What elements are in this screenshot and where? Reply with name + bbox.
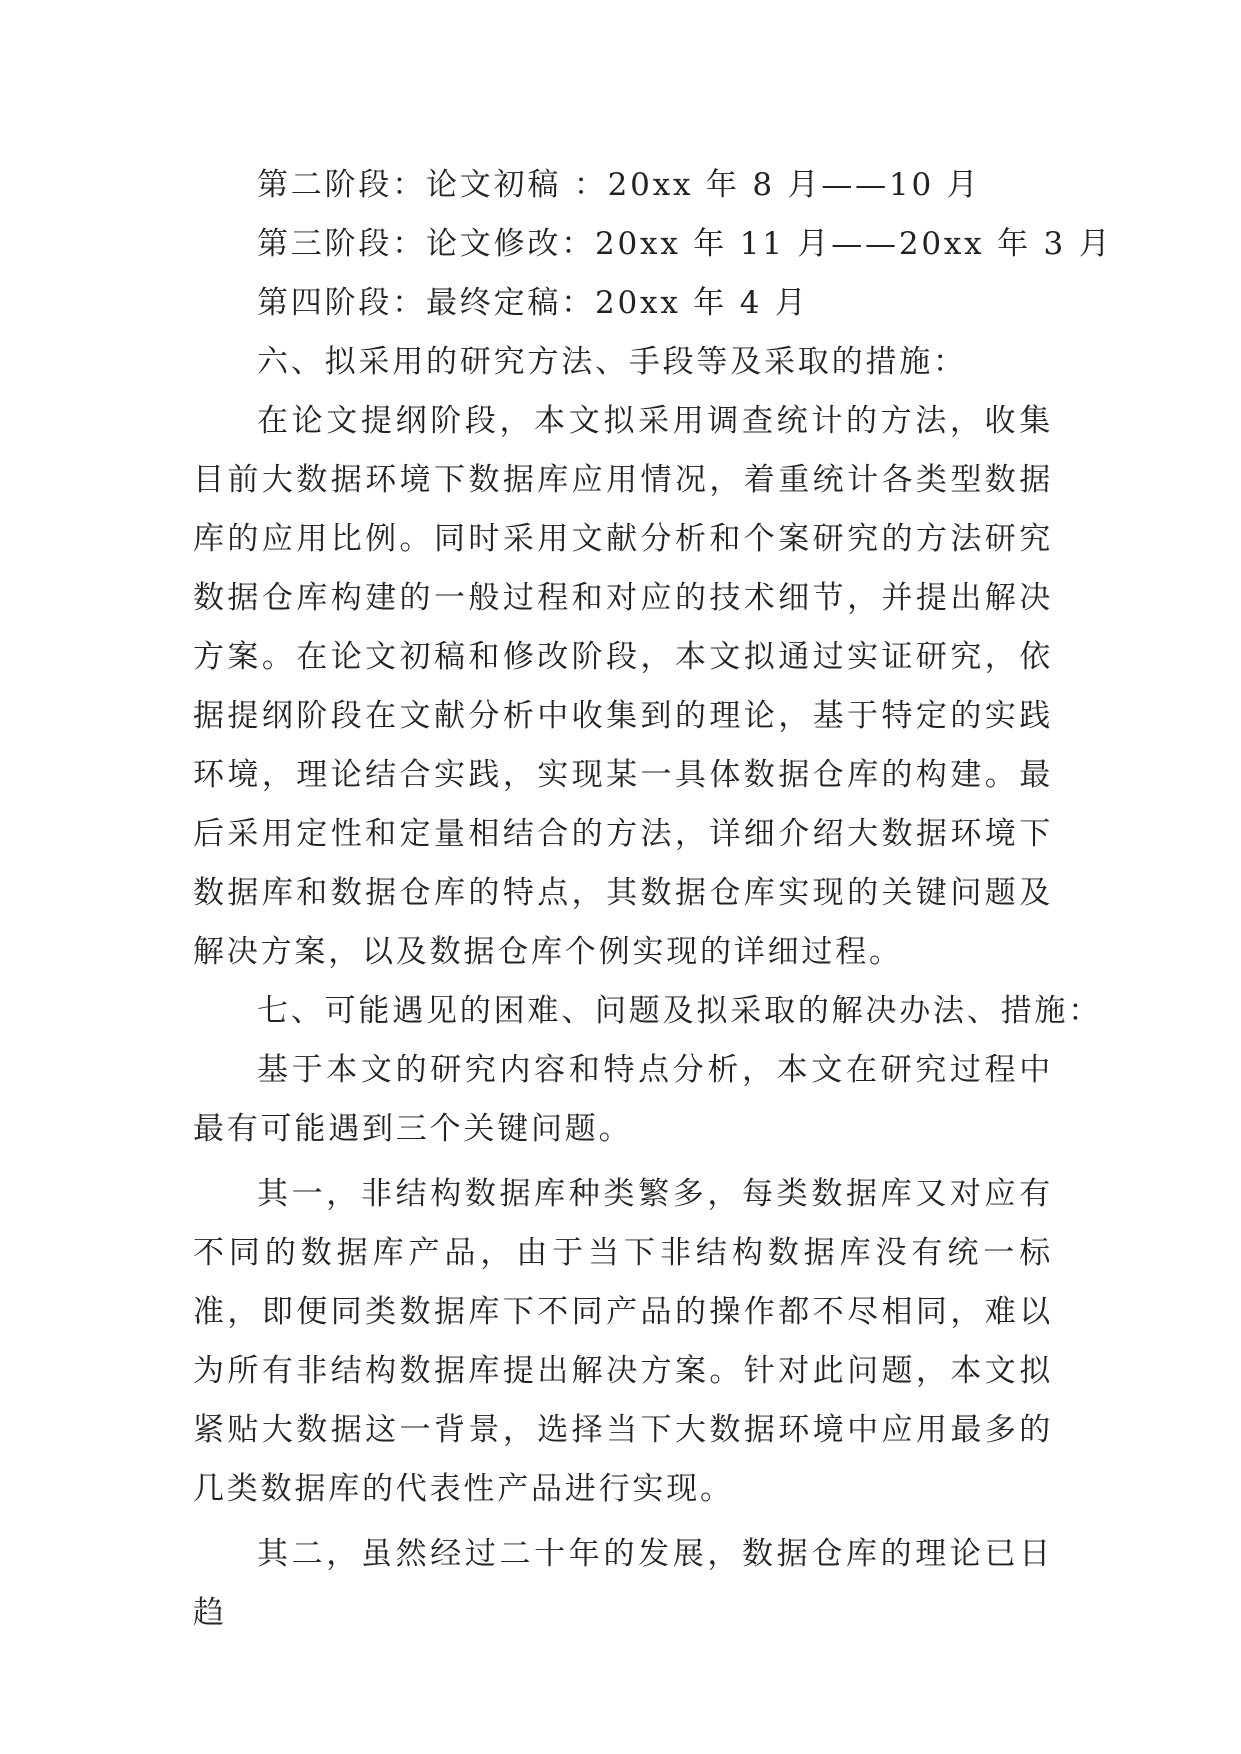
point-2: 其二，虽然经过二十年的发展，数据仓库的理论已日趋	[193, 1536, 1053, 1631]
section-7-heading: 七、可能遇见的困难、问题及拟采取的解决办法、措施：	[257, 993, 1102, 1029]
schedule-stage-4: 第四阶段：最终定稿：20xx 年 4 月	[257, 285, 809, 321]
section-6-body: 在论文提纲阶段，本文拟采用调查统计的方法，收集目前大数据环境下数据库应用情况，着重统计各类型数据库的应用比例。同时采用文献分析和个案研究的方法研究数据仓库构建的一般过程和对应的技术细节，并提出解决方案。在论文初稿和修改阶段，本文拟通过实证研究，依据提纲阶段在文献分析中收集到的理论，基于特定的实践环境，理论结合实践，实现某一具体数据仓库的构建。最后采用定性和定量相结合的方法，详细介绍大数据环境下数据库和数据仓库的特点，其数据仓库实现的关键问题及解决方案，以及数据仓库个例实现的详细过程。	[193, 403, 1053, 970]
section-7-intro: 基于本文的研究内容和特点分析，本文在研究过程中最有可能遇到三个关键问题。	[193, 1052, 1053, 1147]
point-1: 其一，非结构数据库种类繁多，每类数据库又对应有不同的数据库产品，由于当下非结构数据库没有统一标准，即便同类数据库下不同产品的操作都不尽相同，难以为所有非结构数据库提出解决方案。针对此问题，本文拟紧贴大数据这一背景，选择当下大数据环境中应用最多的几类数据库的代表性产品进行实现。	[193, 1176, 1053, 1507]
schedule-stage-3: 第三阶段：论文修改：20xx 年 11 月——20xx 年 3 月	[257, 226, 1113, 262]
section-6-heading: 六、拟采用的研究方法、手段等及采取的措施：	[257, 344, 967, 380]
schedule-stage-2: 第二阶段：论文初稿 ：20xx 年 8 月——10 月	[257, 167, 981, 203]
document-body	[193, 156, 1113, 1643]
